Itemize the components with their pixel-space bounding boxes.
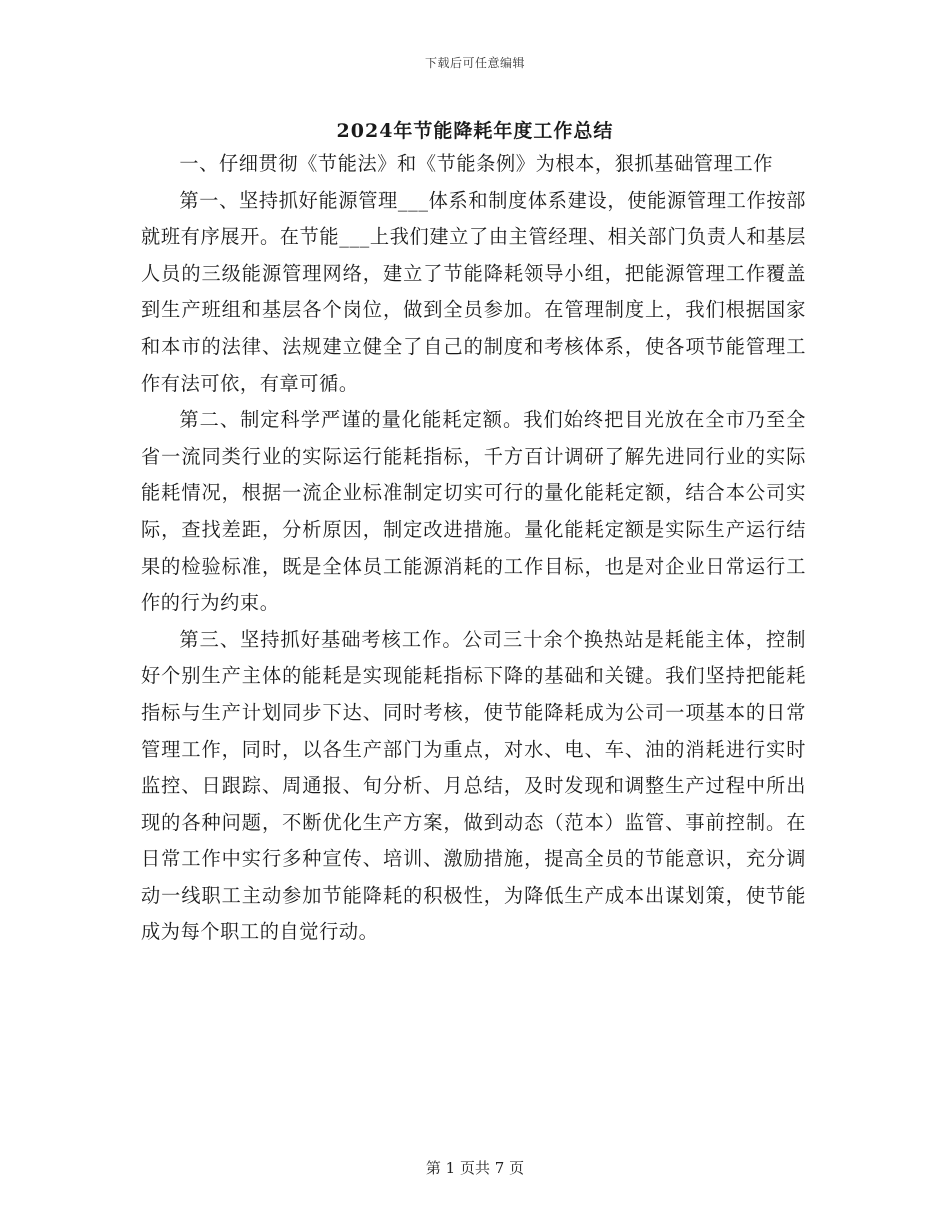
page-header-note: 下载后可任意编辑 (424, 56, 525, 70)
page-number-footer: 第 1 页共 7 页 (425, 1159, 525, 1177)
paragraph-second: 第二、制定科学严谨的量化能耗定额。我们始终把目光放在全市乃至全省一流同类行业的实际运行能耗指标，千方百计调研了解先进同行业的实际能耗情况，根据一流企业标准制定切实可行的量化能耗定额，结合本公司实际，查找差距，分析原因，制定改进措施。量化能耗定额是实际生产运行结果的检验标准，既是全体员工能源消耗的工作目标，也是对企业日常运行工作的行为约束。 (141, 408, 806, 615)
paragraph-section-heading: 一、仔细贯彻《节能法》和《节能条例》为根本，狠抓基础管理工作 (179, 152, 774, 175)
paragraph-first: 第一、坚持抓好能源管理___体系和制度体系建设，使能源管理工作按部就班有序展开。在节能___上我们建立了由主管经理、相关部门负责人和基层人员的三级能源管理网络，建立了节能降耗领导小组，把能源管理工作覆盖到生产班组和基层各个岗位，做到全员参加。在管理制度上，我们根据国家和本市的法律、法规建立健全了自己的制度和考核体系，使各项节能管理工作有法可依，有章可循。 (141, 188, 806, 395)
paragraph-third: 第三、坚持抓好基础考核工作。公司三十余个换热站是耗能主体，控制好个别生产主体的能耗是实现能耗指标下降的基础和关键。我们坚持把能耗指标与生产计划同步下达、同时考核，使节能降耗成为公司一项基本的日常管理工作，同时，以各生产部门为重点，对水、电、车、油的消耗进行实时监控、日跟踪、周通报、旬分析、月总结，及时发现和调整生产过程中所出现的各种问题，不断优化生产方案，做到动态（范本）监管、事前控制。在日常工作中实行多种宣传、培训、激励措施，提高全员的节能意识，充分调动一线职工主动参加节能降耗的积极性，为降低生产成本出谋划策，使节能成为每个职工的自觉行动。 (141, 627, 806, 944)
document-title: 2024年节能降耗年度工作总结 (336, 120, 614, 142)
document-body (141, 146, 806, 951)
